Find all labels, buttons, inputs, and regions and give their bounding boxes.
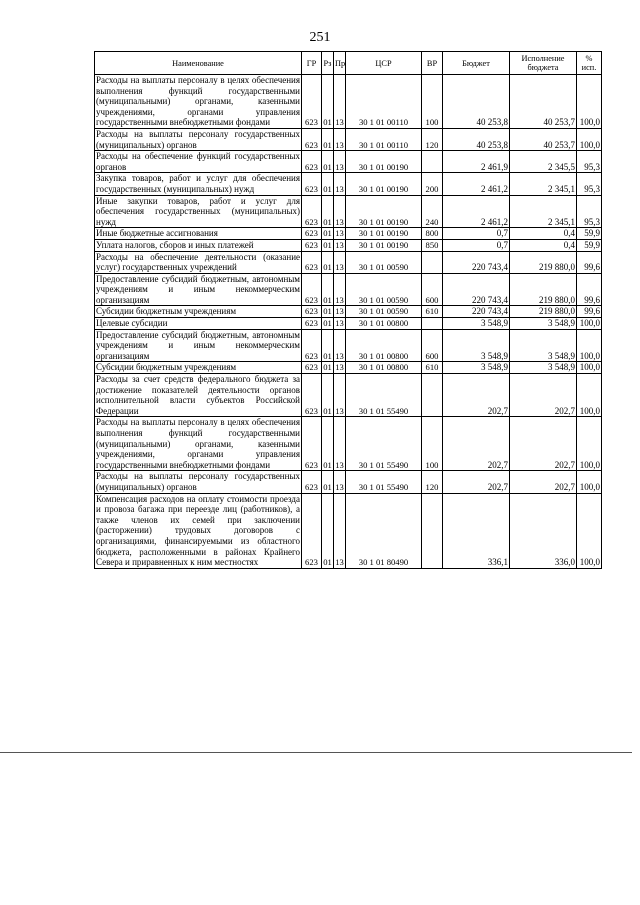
row-budget: 2 461,2 [443, 195, 510, 228]
row-execution: 40 253,7 [510, 75, 577, 129]
row-percent: 59,9 [577, 239, 602, 251]
row-pr: 13 [334, 417, 346, 471]
table-row [95, 493, 602, 568]
row-name: Расходы на выплаты персоналу государственных (муниципальных) органов [96, 128, 300, 150]
row-execution: 0,4 [510, 228, 577, 240]
row-percent: 100,0 [577, 329, 602, 362]
table-row [95, 151, 602, 173]
row-gr: 623 [302, 362, 322, 374]
row-csr: 30 1 01 55490 [346, 417, 422, 471]
row-pr: 13 [334, 251, 346, 273]
header-vr: ВР [422, 52, 443, 75]
row-gr: 623 [302, 195, 322, 228]
row-pr: 13 [335, 362, 344, 373]
row-pr: 13 [334, 493, 346, 568]
row-execution: 219 880,0 [510, 251, 577, 273]
row-percent: 95,3 [577, 151, 602, 173]
row-name: Расходы на обеспечение деятельности (оказание услуг) государственных учреждений [96, 251, 300, 273]
budget-table [94, 51, 602, 569]
row-rz: 01 [323, 362, 332, 373]
row-vr: 600 [422, 329, 443, 362]
row-pr: 13 [335, 306, 344, 317]
row-gr: 623 [302, 329, 322, 362]
row-vr [422, 374, 443, 417]
row-percent: 99,6 [577, 273, 602, 306]
row-vr [422, 493, 443, 568]
row-vr: 800 [422, 228, 443, 240]
row-pr: 13 [334, 471, 346, 493]
row-gr: 623 [302, 318, 322, 330]
row-csr: 30 1 01 00190 [346, 228, 422, 240]
row-pr: 13 [334, 195, 346, 228]
table-row [95, 128, 602, 150]
header-execution: Исполнение бюджета [510, 52, 577, 75]
table-row [95, 306, 602, 318]
row-percent: 95,3 [577, 195, 602, 228]
row-budget: 40 253,8 [443, 75, 510, 129]
row-name: Предоставление субсидий бюджетным, автономным учреждениям и иным некоммерческим организациям [96, 329, 300, 361]
header-percent: % исп. [577, 52, 602, 75]
row-percent: 99,6 [577, 251, 602, 273]
row-budget: 202,7 [443, 417, 510, 471]
row-name: Субсидии бюджетным учреждениям [95, 306, 302, 318]
row-execution: 202,7 [510, 417, 577, 471]
table-row [95, 273, 602, 306]
row-csr: 30 1 01 55490 [346, 471, 422, 493]
header-csr: ЦСР [346, 52, 422, 75]
row-gr: 623 [302, 251, 322, 273]
row-budget: 0,7 [443, 228, 510, 240]
row-vr: 610 [422, 362, 443, 374]
row-execution: 336,0 [510, 493, 577, 568]
row-name: Субсидии бюджетным учреждениям [95, 362, 302, 374]
header-gr: ГР [302, 52, 322, 75]
row-budget: 202,7 [443, 471, 510, 493]
row-percent: 100,0 [577, 493, 602, 568]
row-execution: 2 345,1 [510, 173, 577, 195]
header-pr: Пр [334, 52, 346, 75]
row-vr [422, 318, 443, 330]
table-row [95, 417, 602, 471]
row-name: Расходы на выплаты персоналу в целях обеспечения выполнения функций государственными (муниципальными) органами, казенными учреждениями, органами управления государственными внебюджетными фондами [96, 417, 300, 470]
table-row [95, 195, 602, 228]
row-csr: 30 1 01 00110 [346, 128, 422, 150]
row-vr: 100 [422, 75, 443, 129]
row-name: Уплата налогов, сборов и иных платежей [95, 239, 302, 251]
header-budget: Бюджет [443, 52, 510, 75]
row-name: Расходы на выплаты персоналу в целях обеспечения выполнения функций государственными (муниципальными) органами, казенными учреждениями, органами управления государственными внебюджетными фондами [96, 75, 300, 128]
row-gr: 623 [302, 471, 322, 493]
row-budget: 40 253,8 [443, 128, 510, 150]
row-pr: 13 [335, 239, 344, 250]
row-csr: 30 1 01 00190 [346, 151, 422, 173]
row-vr [422, 251, 443, 273]
row-csr: 30 1 01 00800 [346, 318, 422, 330]
row-name: Закупка товаров, работ и услуг для обеспечения государственных (муниципальных) нужд [96, 173, 300, 194]
table-row [95, 329, 602, 362]
row-csr: 30 1 01 00110 [346, 75, 422, 129]
row-rz: 01 [322, 273, 334, 306]
row-csr: 30 1 01 00590 [346, 273, 422, 306]
row-execution: 3 548,9 [510, 318, 577, 330]
row-csr: 30 1 01 00590 [346, 251, 422, 273]
row-vr: 100 [422, 417, 443, 471]
row-csr: 30 1 01 55490 [346, 374, 422, 417]
row-execution: 2 345,5 [510, 151, 577, 173]
row-percent: 100,0 [577, 318, 602, 330]
row-gr: 623 [302, 75, 322, 129]
row-csr: 30 1 01 00190 [346, 173, 422, 195]
row-execution: 3 548,9 [510, 362, 577, 374]
row-pr: 13 [334, 374, 346, 417]
row-rz: 01 [323, 306, 332, 317]
row-budget: 2 461,2 [443, 173, 510, 195]
row-pr: 13 [335, 228, 344, 239]
row-gr: 623 [302, 228, 322, 240]
row-rz: 01 [322, 471, 334, 493]
row-gr: 623 [302, 173, 322, 195]
row-name: Целевые субсидии [95, 318, 302, 330]
row-rz: 01 [322, 374, 334, 417]
row-pr: 13 [334, 173, 346, 195]
row-rz: 01 [322, 493, 334, 568]
row-vr: 240 [422, 195, 443, 228]
row-rz: 01 [322, 128, 334, 150]
row-execution: 40 253,7 [510, 128, 577, 150]
table-row [95, 228, 602, 240]
row-rz: 01 [323, 228, 332, 239]
row-name: Компенсация расходов на оплату стоимости проезда и провоза багажа при переезде лиц (работников), а также членов их семей при заключении (расторжении) трудовых договоров с организациями, финансируемыми из областного бюджета, расположенными в районах Крайнего Севера и приравненных к ним местностях [96, 493, 300, 568]
row-rz: 01 [322, 195, 334, 228]
row-gr: 623 [302, 493, 322, 568]
row-pr: 13 [334, 128, 346, 150]
row-rz: 01 [322, 173, 334, 195]
row-execution: 202,7 [510, 374, 577, 417]
row-vr: 610 [422, 306, 443, 318]
row-budget: 220 743,4 [443, 251, 510, 273]
row-gr: 623 [302, 128, 322, 150]
row-pr: 13 [334, 75, 346, 129]
table-row [95, 75, 602, 129]
table-row [95, 374, 602, 417]
page-number: 251 [309, 30, 331, 45]
row-vr: 120 [422, 128, 443, 150]
row-gr: 623 [302, 151, 322, 173]
row-vr: 120 [422, 471, 443, 493]
row-pr: 13 [334, 273, 346, 306]
row-execution: 3 548,9 [510, 329, 577, 362]
row-csr: 30 1 01 00800 [346, 329, 422, 362]
row-rz: 01 [322, 417, 334, 471]
row-pr: 13 [334, 151, 346, 173]
row-pr: 13 [335, 318, 344, 329]
table-row [95, 471, 602, 493]
row-budget: 3 548,9 [443, 362, 510, 374]
row-csr: 30 1 01 00190 [346, 195, 422, 228]
row-vr [422, 151, 443, 173]
row-name: Иные бюджетные ассигнования [95, 228, 302, 240]
row-gr: 623 [302, 306, 322, 318]
row-pr: 13 [334, 329, 346, 362]
table-row [95, 318, 602, 330]
row-budget: 2 461,9 [443, 151, 510, 173]
row-name: Расходы за счет средств федерального бюджета за достижение показателей деятельности органов исполнительной власти субъектов Российской Федерации [96, 374, 300, 416]
row-percent: 100,0 [577, 471, 602, 493]
row-name: Расходы на обеспечение функций государственных органов [96, 151, 300, 172]
row-csr: 30 1 01 00590 [346, 306, 422, 318]
row-csr: 30 1 01 00800 [346, 362, 422, 374]
page-divider [0, 752, 632, 753]
row-rz: 01 [323, 239, 332, 250]
row-gr: 623 [302, 417, 322, 471]
row-budget: 0,7 [443, 239, 510, 251]
row-rz: 01 [322, 75, 334, 129]
table-header-row [95, 52, 602, 75]
row-percent: 99,6 [577, 306, 602, 318]
row-budget: 202,7 [443, 374, 510, 417]
row-csr: 30 1 01 80490 [346, 493, 422, 568]
row-csr: 30 1 01 00190 [346, 239, 422, 251]
row-execution: 219 880,0 [510, 273, 577, 306]
row-vr: 200 [422, 173, 443, 195]
row-rz: 01 [322, 329, 334, 362]
row-percent: 100,0 [577, 362, 602, 374]
row-rz: 01 [322, 151, 334, 173]
row-percent: 100,0 [577, 417, 602, 471]
table-body [95, 75, 602, 569]
row-budget: 336,1 [443, 493, 510, 568]
row-execution: 219 880,0 [510, 306, 577, 318]
row-rz: 01 [323, 318, 332, 329]
table-row [95, 239, 602, 251]
row-name: Предоставление субсидий бюджетным, автономным учреждениям и иным некоммерческим организациям [96, 273, 300, 305]
row-budget: 220 743,4 [443, 306, 510, 318]
row-percent: 95,3 [577, 173, 602, 195]
header-rz: Рз [322, 52, 334, 75]
row-gr: 623 [302, 239, 322, 251]
table-row [95, 362, 602, 374]
row-rz: 01 [322, 251, 334, 273]
row-budget: 3 548,9 [443, 329, 510, 362]
row-percent: 59,9 [577, 228, 602, 240]
row-name: Расходы на выплаты персоналу государственных (муниципальных) органов [96, 471, 300, 492]
table-row [95, 173, 602, 195]
row-execution: 0,4 [510, 239, 577, 251]
row-gr: 623 [302, 273, 322, 306]
row-percent: 100,0 [577, 374, 602, 417]
row-budget: 3 548,9 [443, 318, 510, 330]
row-execution: 2 345,1 [510, 195, 577, 228]
row-percent: 100,0 [577, 75, 602, 129]
row-vr: 850 [422, 239, 443, 251]
header-name: Наименование [95, 52, 302, 75]
row-budget: 220 743,4 [443, 273, 510, 306]
row-vr: 600 [422, 273, 443, 306]
row-name: Иные закупки товаров, работ и услуг для обеспечения государственных (муниципальных) нужд [96, 195, 300, 227]
table-row [95, 251, 602, 273]
row-execution: 202,7 [510, 471, 577, 493]
row-gr: 623 [302, 374, 322, 417]
row-percent: 100,0 [577, 128, 602, 150]
